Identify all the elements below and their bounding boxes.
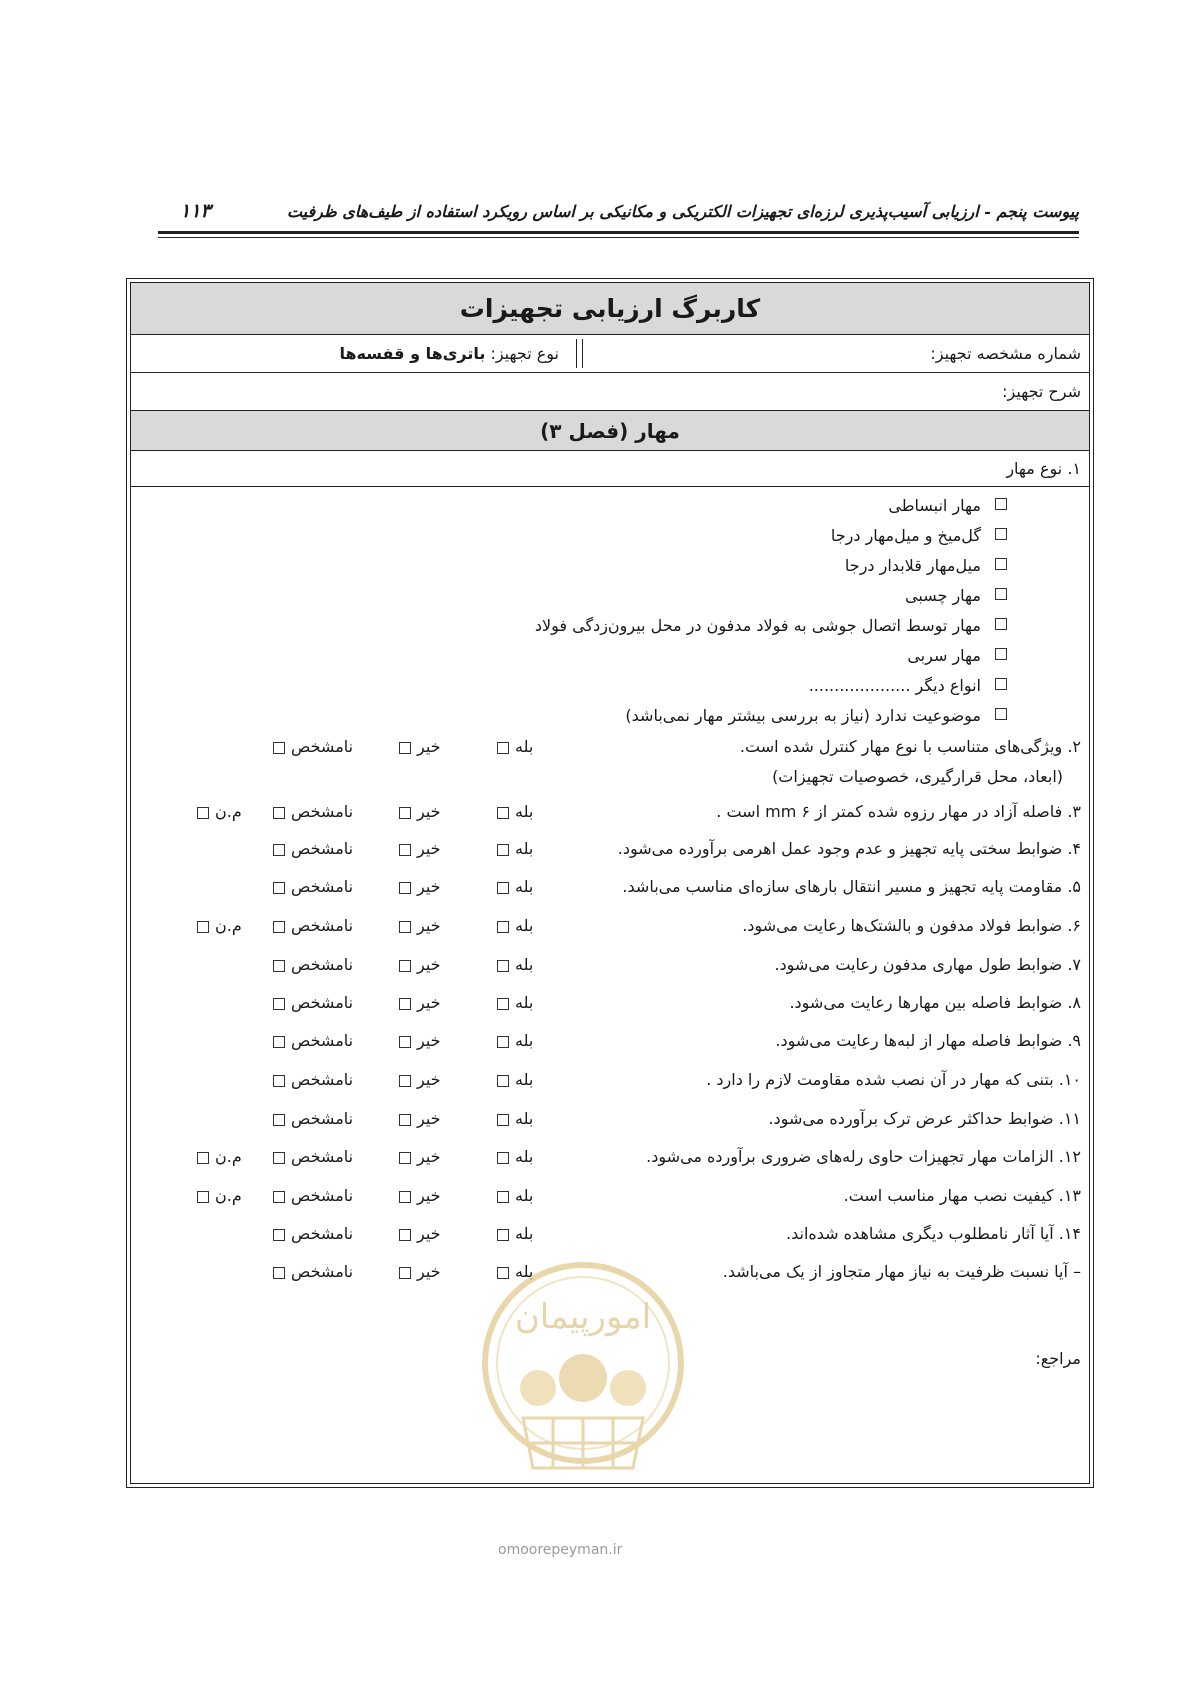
- answer-unknown-label: نامشخص: [291, 916, 354, 935]
- answer-no[interactable]: [393, 837, 441, 861]
- checkbox[interactable]: [497, 844, 509, 856]
- equipment-type: [339, 344, 559, 363]
- answer-no-label: خیر: [417, 916, 441, 935]
- anchor-type-option-label: مهار سربی: [907, 646, 981, 665]
- answer-not-applicable-label: م.ن: [215, 916, 242, 935]
- answer-no-label: خیر: [417, 877, 441, 896]
- answer-yes-label: بله: [515, 1147, 534, 1166]
- question-text: ۵. مقاومت پایه تجهیز و مسیر انتقال بارهای سازه‌ای مناسب می‌باشد.: [622, 877, 1081, 896]
- answer-not-applicable-label: م.ن: [215, 802, 242, 821]
- page-number: ۱۱۳: [180, 200, 211, 222]
- checkbox[interactable]: [497, 1152, 509, 1164]
- checkbox[interactable]: [497, 1114, 509, 1126]
- answer-yes[interactable]: [491, 1029, 533, 1053]
- answer-yes-label: بله: [515, 839, 534, 858]
- answer-unknown-label: نامشخص: [291, 1070, 354, 1089]
- answer-yes[interactable]: [491, 800, 533, 824]
- checkbox[interactable]: [497, 1191, 509, 1203]
- answer-no[interactable]: [393, 991, 441, 1015]
- answer-yes[interactable]: [491, 1145, 533, 1169]
- references-label: مراجع:: [1035, 1349, 1081, 1368]
- answer-unknown-label: نامشخص: [291, 802, 354, 821]
- answer-no-label: خیر: [417, 1224, 441, 1243]
- answer-unknown[interactable]: [267, 1107, 353, 1131]
- cell-divider: [576, 339, 583, 368]
- answer-yes[interactable]: [491, 875, 533, 899]
- answer-unknown[interactable]: [267, 1029, 353, 1053]
- answer-unknown-label: نامشخص: [291, 1147, 354, 1166]
- checkbox[interactable]: [995, 498, 1007, 510]
- answer-unknown[interactable]: [267, 914, 353, 938]
- answer-unknown-label: نامشخص: [291, 993, 354, 1012]
- answer-yes-label: بله: [515, 1224, 534, 1243]
- answer-unknown[interactable]: [267, 1260, 353, 1284]
- checkbox[interactable]: [995, 618, 1007, 630]
- watermark-url: omoorepeyman.ir: [498, 1542, 623, 1558]
- answer-no-label: خیر: [417, 1070, 441, 1089]
- answer-yes-label: بله: [515, 993, 534, 1012]
- checkbox[interactable]: [399, 1114, 411, 1126]
- anchor-type-option-label: مهار چسبی: [905, 586, 981, 605]
- answer-no-label: خیر: [417, 955, 441, 974]
- equipment-id-row: [131, 335, 1089, 373]
- answer-yes-label: بله: [515, 877, 534, 896]
- checkbox[interactable]: [399, 921, 411, 933]
- answer-not-applicable[interactable]: [191, 800, 242, 824]
- checkbox[interactable]: [995, 708, 1007, 720]
- anchor-type-option-label: انواع دیگر ....................: [808, 676, 981, 695]
- question-text: ۷. ضوابط طول مهاری مدفون رعایت می‌شود.: [774, 955, 1081, 974]
- answer-unknown[interactable]: [267, 1222, 353, 1246]
- answer-yes[interactable]: [491, 991, 533, 1015]
- answer-yes-label: بله: [515, 737, 534, 756]
- answer-unknown[interactable]: [267, 800, 353, 824]
- answer-yes[interactable]: [491, 735, 533, 759]
- question-text: ۶. ضوابط فولاد مدفون و بالشتک‌ها رعایت می‌شود.: [742, 916, 1081, 935]
- checkbox[interactable]: [273, 1036, 285, 1048]
- answer-no[interactable]: [393, 1029, 441, 1053]
- checkbox[interactable]: [273, 960, 285, 972]
- answer-no[interactable]: [393, 875, 441, 899]
- question-text: ۱۴. آیا آثار نامطلوب دیگری مشاهده شده‌اند.: [786, 1224, 1081, 1243]
- answer-no-label: خیر: [417, 737, 441, 756]
- answer-yes[interactable]: [491, 1068, 533, 1092]
- answer-no[interactable]: [393, 800, 441, 824]
- answer-unknown-label: نامشخص: [291, 737, 354, 756]
- checkbox[interactable]: [995, 588, 1007, 600]
- answer-unknown[interactable]: [267, 875, 353, 899]
- question-text: ۱۳. کیفیت نصب مهار مناسب است.: [843, 1186, 1081, 1205]
- checkbox[interactable]: [399, 998, 411, 1010]
- question-text: ۱۱. ضوابط حداکثر عرض ترک برآورده می‌شود.: [768, 1109, 1081, 1128]
- answer-no-label: خیر: [417, 839, 441, 858]
- checkbox[interactable]: [399, 1229, 411, 1241]
- question-text: ۹. ضوابط فاصله مهار از لبه‌ها رعایت می‌شود.: [775, 1031, 1081, 1050]
- checkbox[interactable]: [497, 742, 509, 754]
- answer-yes[interactable]: [491, 953, 533, 977]
- answer-not-applicable[interactable]: [191, 1184, 242, 1208]
- checkbox[interactable]: [497, 1036, 509, 1048]
- checkbox[interactable]: [273, 882, 285, 894]
- question-text: ۳. فاصله آزاد در مهار رزوه شده کمتر از mm ۶ است .: [716, 802, 1081, 821]
- answer-yes-label: بله: [515, 802, 534, 821]
- checkbox[interactable]: [399, 882, 411, 894]
- checkbox[interactable]: [399, 1191, 411, 1203]
- answer-no-label: خیر: [417, 993, 441, 1012]
- answer-yes[interactable]: [491, 837, 533, 861]
- checkbox[interactable]: [273, 1191, 285, 1203]
- checkbox[interactable]: [995, 678, 1007, 690]
- answer-yes-label: بله: [515, 1070, 534, 1089]
- answer-no-label: خیر: [417, 1262, 441, 1281]
- checkbox[interactable]: [399, 1036, 411, 1048]
- answer-no[interactable]: [393, 735, 441, 759]
- answer-no[interactable]: [393, 1260, 441, 1284]
- answer-unknown[interactable]: [267, 953, 353, 977]
- answer-yes[interactable]: [491, 1107, 533, 1131]
- answer-unknown-label: نامشخص: [291, 839, 354, 858]
- answer-no-label: خیر: [417, 1031, 441, 1050]
- header-rule: [158, 231, 1079, 234]
- answer-no[interactable]: [393, 1222, 441, 1246]
- question-anchor-type: ۱. نوع مهار: [131, 451, 1089, 487]
- checkbox[interactable]: [995, 528, 1007, 540]
- running-title: پیوست پنجم - ارزیابی آسیب‌پذیری لرزه‌ای تجهیزات الکتریکی و مکانیکی بر اساس رویکرد استفاده از طیف‌های ظرفیت: [286, 202, 1079, 221]
- checkbox[interactable]: [497, 807, 509, 819]
- checkbox[interactable]: [273, 1229, 285, 1241]
- answer-yes-label: بله: [515, 1262, 534, 1281]
- question-subtext: (ابعاد، محل قرارگیری، خصوصیات تجهیزات): [772, 767, 1063, 786]
- answer-no-label: خیر: [417, 1186, 441, 1205]
- answer-no[interactable]: [393, 1184, 441, 1208]
- form-title: کاربرگ ارزیابی تجهیزات: [131, 283, 1089, 335]
- checkbox[interactable]: [399, 844, 411, 856]
- checkbox[interactable]: [273, 1075, 285, 1087]
- answer-unknown[interactable]: [267, 1184, 353, 1208]
- checkbox[interactable]: [273, 807, 285, 819]
- answer-no-label: خیر: [417, 1109, 441, 1128]
- anchor-type-option-label: مهار انبساطی: [888, 496, 981, 515]
- checkbox[interactable]: [399, 1152, 411, 1164]
- answer-not-applicable[interactable]: [191, 914, 242, 938]
- question-text: ۱۲. الزامات مهار تجهیزات حاوی رله‌های ضروری برآورده می‌شود.: [646, 1147, 1081, 1166]
- question-text: ۴. ضوابط سختی پایه تجهیز و عدم وجود عمل اهرمی برآورده می‌شود.: [617, 839, 1081, 858]
- answer-unknown[interactable]: [267, 991, 353, 1015]
- checkbox[interactable]: [273, 1152, 285, 1164]
- answer-not-applicable-label: م.ن: [215, 1147, 242, 1166]
- question-text: – آیا نسبت ظرفیت به نیاز مهار متجاوز از یک می‌باشد.: [722, 1262, 1081, 1281]
- answer-no[interactable]: [393, 1068, 441, 1092]
- equipment-type-label: نوع تجهیز:: [490, 344, 559, 363]
- header-rule-thin: [158, 237, 1079, 238]
- checkbox[interactable]: [273, 1114, 285, 1126]
- checkbox[interactable]: [273, 844, 285, 856]
- checkbox[interactable]: [197, 921, 209, 933]
- answer-unknown[interactable]: [267, 837, 353, 861]
- answer-yes[interactable]: [491, 914, 533, 938]
- answer-unknown[interactable]: [267, 1145, 353, 1169]
- answer-no[interactable]: [393, 1107, 441, 1131]
- watermark-logo-text: امورپیمان: [514, 1297, 652, 1337]
- anchor-type-option-label: گل‌میخ و میل‌مهار درجا: [830, 526, 981, 545]
- answer-unknown-label: نامشخص: [291, 955, 354, 974]
- answer-unknown-label: نامشخص: [291, 1262, 354, 1281]
- checkbox[interactable]: [197, 1152, 209, 1164]
- equipment-desc-row: [131, 373, 1089, 411]
- checkbox[interactable]: [497, 921, 509, 933]
- anchor-type-option-label: میل‌مهار قلابدار درجا: [844, 556, 981, 575]
- checkbox[interactable]: [497, 882, 509, 894]
- checkbox[interactable]: [399, 807, 411, 819]
- checkbox[interactable]: [273, 921, 285, 933]
- checkbox[interactable]: [273, 742, 285, 754]
- answer-unknown-label: نامشخص: [291, 1109, 354, 1128]
- answer-no[interactable]: [393, 914, 441, 938]
- answer-unknown[interactable]: [267, 1068, 353, 1092]
- answer-unknown-label: نامشخص: [291, 1031, 354, 1050]
- checkbox[interactable]: [497, 998, 509, 1010]
- anchor-type-option-label: موضوعیت ندارد (نیاز به بررسی بیشتر مهار نمی‌باشد): [625, 706, 981, 725]
- checkbox[interactable]: [399, 1267, 411, 1279]
- checkbox[interactable]: [995, 558, 1007, 570]
- answer-unknown[interactable]: [267, 735, 353, 759]
- checkbox[interactable]: [197, 807, 209, 819]
- answer-no[interactable]: [393, 953, 441, 977]
- checkbox[interactable]: [497, 960, 509, 972]
- answer-yes-label: بله: [515, 1186, 534, 1205]
- checkbox[interactable]: [497, 1229, 509, 1241]
- answer-yes[interactable]: [491, 1222, 533, 1246]
- answer-not-applicable[interactable]: [191, 1145, 242, 1169]
- equipment-type-value: باتری‌ها و قفسه‌ها: [339, 344, 486, 363]
- answer-unknown-label: نامشخص: [291, 1186, 354, 1205]
- answer-no[interactable]: [393, 1145, 441, 1169]
- checkbox[interactable]: [197, 1191, 209, 1203]
- answer-yes-label: بله: [515, 1109, 534, 1128]
- answer-unknown-label: نامشخص: [291, 877, 354, 896]
- watermark-logo: [478, 1258, 688, 1488]
- checkbox[interactable]: [995, 648, 1007, 660]
- answer-yes[interactable]: [491, 1184, 533, 1208]
- answer-yes-label: بله: [515, 955, 534, 974]
- question-text: ۲. ویژگی‌های متناسب با نوع مهار کنترل شده است.: [739, 737, 1081, 756]
- page-header: [158, 196, 1079, 232]
- answer-unknown-label: نامشخص: [291, 1224, 354, 1243]
- anchor-type-option-label: مهار توسط اتصال جوشی به فولاد مدفون در محل بیرون‌زدگی فولاد: [534, 616, 981, 635]
- checkbox[interactable]: [399, 742, 411, 754]
- section-title: مهار (فصل ۳): [131, 411, 1089, 451]
- question-text: ۱۰. بتنی که مهار در آن نصب شده مقاومت لازم را دارد .: [706, 1070, 1081, 1089]
- checkbox[interactable]: [399, 960, 411, 972]
- answer-no-label: خیر: [417, 1147, 441, 1166]
- checkbox[interactable]: [273, 998, 285, 1010]
- question-text: ۸. ضوابط فاصله بین مهارها رعایت می‌شود.: [789, 993, 1081, 1012]
- answer-yes-label: بله: [515, 1031, 534, 1050]
- equipment-desc-label: شرح تجهیز:: [1002, 382, 1081, 401]
- equipment-id-label: شماره مشخصه تجهیز:: [930, 344, 1081, 363]
- checkbox[interactable]: [399, 1075, 411, 1087]
- checkbox[interactable]: [497, 1075, 509, 1087]
- answer-yes-label: بله: [515, 916, 534, 935]
- checkbox[interactable]: [273, 1267, 285, 1279]
- answer-not-applicable-label: م.ن: [215, 1186, 242, 1205]
- answer-no-label: خیر: [417, 802, 441, 821]
